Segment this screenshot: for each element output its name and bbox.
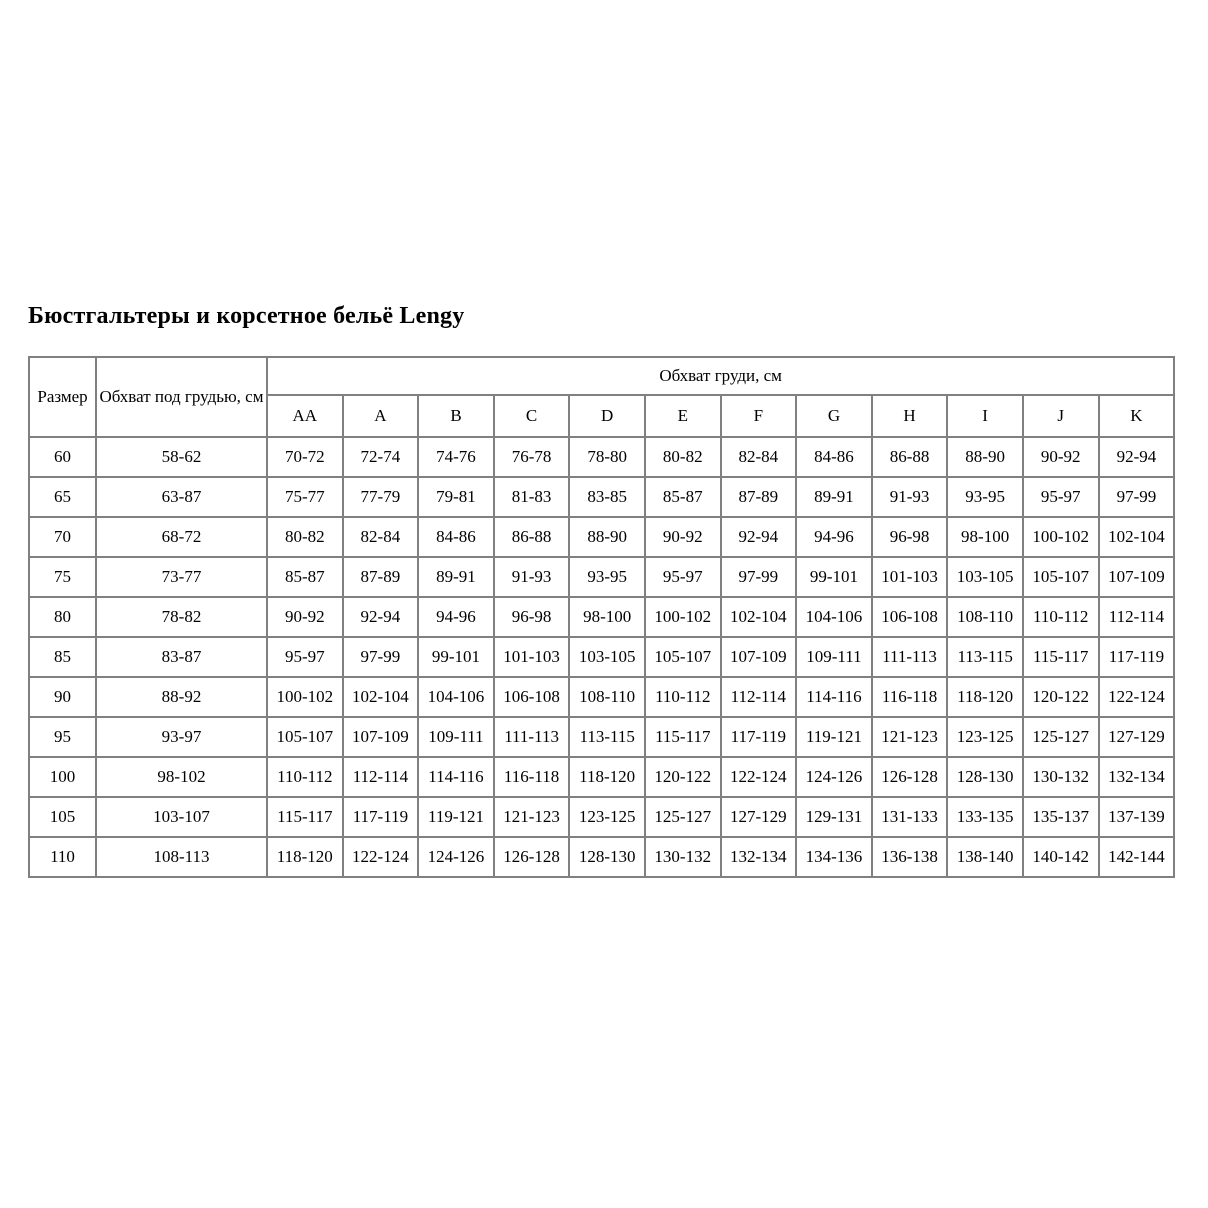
bust-group-header: Обхват груди, см [267,357,1174,395]
bust-value-cell: 81-83 [494,477,570,517]
bust-value-cell: 80-82 [645,437,721,477]
bust-value-cell: 103-105 [947,557,1023,597]
bust-value-cell: 76-78 [494,437,570,477]
bust-value-cell: 109-111 [796,637,872,677]
cup-header-cell: G [796,395,872,437]
underbust-cell: 68-72 [96,517,267,557]
bust-value-cell: 83-85 [569,477,645,517]
bust-value-cell: 122-124 [343,837,419,877]
bust-value-cell: 111-113 [494,717,570,757]
bust-value-cell: 135-137 [1023,797,1099,837]
table-row [29,677,1174,717]
bust-value-cell: 95-97 [645,557,721,597]
table-body [29,437,1174,877]
bust-value-cell: 119-121 [418,797,494,837]
bust-value-cell: 107-109 [343,717,419,757]
bust-value-cell: 93-95 [947,477,1023,517]
bust-value-cell: 111-113 [872,637,948,677]
size-column-header: Размер [29,357,96,437]
bust-value-cell: 77-79 [343,477,419,517]
size-cell: 65 [29,477,96,517]
bust-value-cell: 118-120 [569,757,645,797]
bust-value-cell: 89-91 [796,477,872,517]
size-cell: 85 [29,637,96,677]
size-cell: 60 [29,437,96,477]
table-row [29,557,1174,597]
bust-value-cell: 109-111 [418,717,494,757]
underbust-column-header: Обхват под грудью, см [96,357,267,437]
bust-value-cell: 80-82 [267,517,343,557]
table-row [29,637,1174,677]
bust-value-cell: 101-103 [872,557,948,597]
bust-value-cell: 133-135 [947,797,1023,837]
bust-value-cell: 93-95 [569,557,645,597]
table-row [29,517,1174,557]
size-cell: 80 [29,597,96,637]
bust-value-cell: 117-119 [721,717,797,757]
size-cell: 90 [29,677,96,717]
bust-value-cell: 72-74 [343,437,419,477]
bust-value-cell: 137-139 [1099,797,1175,837]
bust-value-cell: 100-102 [267,677,343,717]
bust-value-cell: 115-117 [267,797,343,837]
cup-header-cell: I [947,395,1023,437]
size-cell: 95 [29,717,96,757]
bust-value-cell: 102-104 [1099,517,1175,557]
bust-value-cell: 108-110 [947,597,1023,637]
bust-value-cell: 122-124 [1099,677,1175,717]
bust-value-cell: 130-132 [645,837,721,877]
bust-value-cell: 105-107 [1023,557,1099,597]
bust-value-cell: 86-88 [494,517,570,557]
table-header [29,357,1174,437]
bust-value-cell: 129-131 [796,797,872,837]
bust-value-cell: 132-134 [1099,757,1175,797]
bust-value-cell: 88-90 [569,517,645,557]
cup-header-cell: E [645,395,721,437]
underbust-cell: 58-62 [96,437,267,477]
bust-value-cell: 87-89 [721,477,797,517]
bust-value-cell: 125-127 [645,797,721,837]
bust-value-cell: 90-92 [267,597,343,637]
underbust-cell: 78-82 [96,597,267,637]
bust-value-cell: 99-101 [796,557,872,597]
bust-value-cell: 70-72 [267,437,343,477]
bust-value-cell: 96-98 [494,597,570,637]
bust-value-cell: 120-122 [1023,677,1099,717]
underbust-cell: 73-77 [96,557,267,597]
bust-value-cell: 126-128 [872,757,948,797]
bust-value-cell: 136-138 [872,837,948,877]
bust-value-cell: 85-87 [645,477,721,517]
cup-header-cell: C [494,395,570,437]
bust-value-cell: 130-132 [1023,757,1099,797]
size-cell: 105 [29,797,96,837]
bust-value-cell: 119-121 [796,717,872,757]
bust-value-cell: 138-140 [947,837,1023,877]
bust-value-cell: 113-115 [569,717,645,757]
bust-value-cell: 82-84 [721,437,797,477]
underbust-cell: 108-113 [96,837,267,877]
bust-value-cell: 132-134 [721,837,797,877]
bust-value-cell: 84-86 [796,437,872,477]
bust-value-cell: 114-116 [796,677,872,717]
bust-value-cell: 101-103 [494,637,570,677]
bust-value-cell: 88-90 [947,437,1023,477]
bust-value-cell: 110-112 [267,757,343,797]
underbust-cell: 93-97 [96,717,267,757]
bust-value-cell: 124-126 [796,757,872,797]
bust-value-cell: 142-144 [1099,837,1175,877]
underbust-cell: 88-92 [96,677,267,717]
bust-value-cell: 102-104 [343,677,419,717]
bust-value-cell: 131-133 [872,797,948,837]
cup-header-cell: D [569,395,645,437]
bust-value-cell: 122-124 [721,757,797,797]
bust-value-cell: 78-80 [569,437,645,477]
bust-value-cell: 123-125 [569,797,645,837]
bust-value-cell: 128-130 [947,757,1023,797]
bust-value-cell: 110-112 [1023,597,1099,637]
table-row [29,477,1174,517]
bust-value-cell: 118-120 [947,677,1023,717]
bust-value-cell: 105-107 [267,717,343,757]
bust-value-cell: 99-101 [418,637,494,677]
bust-value-cell: 140-142 [1023,837,1099,877]
underbust-cell: 63-87 [96,477,267,517]
bust-value-cell: 86-88 [872,437,948,477]
bust-value-cell: 94-96 [418,597,494,637]
bust-value-cell: 106-108 [872,597,948,637]
bust-value-cell: 112-114 [343,757,419,797]
cup-header-cell: K [1099,395,1175,437]
bust-value-cell: 91-93 [494,557,570,597]
cup-header-cell: AA [267,395,343,437]
bust-value-cell: 107-109 [721,637,797,677]
cup-header-cell: A [343,395,419,437]
bust-value-cell: 100-102 [645,597,721,637]
bust-value-cell: 104-106 [796,597,872,637]
bust-value-cell: 123-125 [947,717,1023,757]
bust-value-cell: 105-107 [645,637,721,677]
bust-value-cell: 110-112 [645,677,721,717]
bust-value-cell: 104-106 [418,677,494,717]
bust-value-cell: 127-129 [1099,717,1175,757]
bust-value-cell: 92-94 [1099,437,1175,477]
bust-value-cell: 125-127 [1023,717,1099,757]
bust-value-cell: 117-119 [343,797,419,837]
bust-value-cell: 115-117 [1023,637,1099,677]
bust-value-cell: 103-105 [569,637,645,677]
bust-value-cell: 118-120 [267,837,343,877]
table-row [29,437,1174,477]
table-row [29,797,1174,837]
bust-value-cell: 116-118 [494,757,570,797]
bust-value-cell: 89-91 [418,557,494,597]
bust-value-cell: 115-117 [645,717,721,757]
bust-value-cell: 124-126 [418,837,494,877]
bust-value-cell: 98-100 [947,517,1023,557]
bust-value-cell: 100-102 [1023,517,1099,557]
table-row [29,597,1174,637]
bust-value-cell: 102-104 [721,597,797,637]
bust-value-cell: 107-109 [1099,557,1175,597]
size-cell: 70 [29,517,96,557]
bust-value-cell: 121-123 [494,797,570,837]
size-cell: 110 [29,837,96,877]
bust-value-cell: 98-100 [569,597,645,637]
bust-value-cell: 85-87 [267,557,343,597]
bust-value-cell: 90-92 [1023,437,1099,477]
bust-value-cell: 95-97 [1023,477,1099,517]
bust-value-cell: 97-99 [721,557,797,597]
bust-value-cell: 108-110 [569,677,645,717]
bust-value-cell: 106-108 [494,677,570,717]
cup-header-cell: B [418,395,494,437]
bust-value-cell: 112-114 [721,677,797,717]
size-cell: 75 [29,557,96,597]
table-row [29,837,1174,877]
size-chart-table [28,356,1175,878]
bust-value-cell: 134-136 [796,837,872,877]
bust-value-cell: 92-94 [721,517,797,557]
bust-value-cell: 120-122 [645,757,721,797]
page-title: Бюстгальтеры и корсетное бельё Lengy [28,303,465,329]
bust-value-cell: 75-77 [267,477,343,517]
bust-value-cell: 96-98 [872,517,948,557]
bust-value-cell: 91-93 [872,477,948,517]
header-row-top [29,357,1174,395]
bust-value-cell: 97-99 [1099,477,1175,517]
size-chart-container [28,356,1175,878]
bust-value-cell: 84-86 [418,517,494,557]
bust-value-cell: 74-76 [418,437,494,477]
cup-header-cell: H [872,395,948,437]
bust-value-cell: 113-115 [947,637,1023,677]
underbust-cell: 98-102 [96,757,267,797]
underbust-cell: 83-87 [96,637,267,677]
size-cell: 100 [29,757,96,797]
bust-value-cell: 95-97 [267,637,343,677]
table-row [29,717,1174,757]
bust-value-cell: 128-130 [569,837,645,877]
bust-value-cell: 87-89 [343,557,419,597]
underbust-cell: 103-107 [96,797,267,837]
bust-value-cell: 126-128 [494,837,570,877]
cup-header-cell: F [721,395,797,437]
bust-value-cell: 90-92 [645,517,721,557]
bust-value-cell: 117-119 [1099,637,1175,677]
bust-value-cell: 94-96 [796,517,872,557]
bust-value-cell: 92-94 [343,597,419,637]
bust-value-cell: 97-99 [343,637,419,677]
bust-value-cell: 121-123 [872,717,948,757]
bust-value-cell: 112-114 [1099,597,1175,637]
table-row [29,757,1174,797]
bust-value-cell: 116-118 [872,677,948,717]
bust-value-cell: 127-129 [721,797,797,837]
bust-value-cell: 114-116 [418,757,494,797]
bust-value-cell: 79-81 [418,477,494,517]
cup-header-cell: J [1023,395,1099,437]
bust-value-cell: 82-84 [343,517,419,557]
